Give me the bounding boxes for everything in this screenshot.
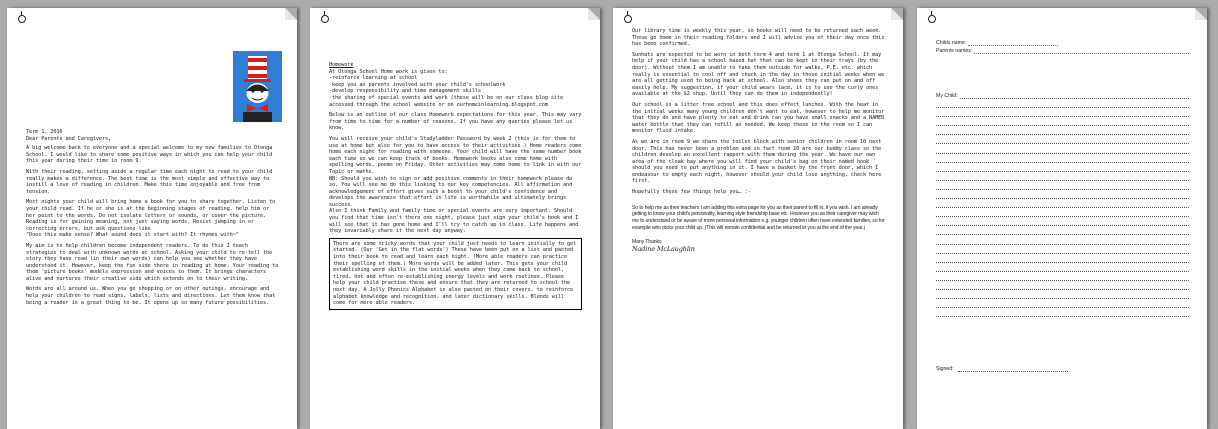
salutation: Dear Parents and Caregivers, <box>26 135 112 142</box>
document-page-4 <box>917 8 1207 429</box>
paragraph: My aim is to help children become independent readers. To do this I teach strategies to deal with unknown words at school. Asking your child to re-tell the story they have read (in their own words) can help you see whether they have understood it. However, keep the fun side there in reading at home. Your reading to them 'picture books' models expression and voices to them. It brings characters alive and nurtures their creative side which extends on to their writing. <box>26 242 279 282</box>
writing-line[interactable] <box>936 281 1189 290</box>
writing-line[interactable] <box>936 290 1189 299</box>
signed-label: Signed: <box>936 366 954 373</box>
push-pin-icon <box>321 15 329 23</box>
writing-line[interactable] <box>936 163 1189 172</box>
paragraph: Sunhats are expected to be worn in both term 4 and term 1 at Otonga School. It may help if your child has a school based hat that can be kept in their trays (by the door). Without them I am unable to take them outside for walks, P.E. etc. which really is essential to cool off and chuck in the day in those initial weeks when we are all getting used to being back at school. Also shoes they can put on and off easily help. My suggestion, if your child wears lace, it is to use the curly ones available at the $2 shop. Until they can do them in independently! <box>632 51 885 98</box>
push-pin-icon <box>18 15 26 23</box>
tricky-words-text: There are some tricky words that your child just needs to learn initially to get started. (Our 'Get in the flat words') These have been put on a list and pasted into their book to read and learn each night. (More able readers can practice their spelling of them.) More words will be added later. This gets your child establishing word skills in the initial weeks when they come back to school, tired, hot and often re-establishing energy levels and work routines. Please help your child practise these and ensure that they are returned to school the next day. A Jolly Phonics Alphabet is also pasted on their covers, to reinforce alphabet knowledge and recognition, and later dictionary skills. Blends will come for more able readers. <box>333 240 577 307</box>
homework-intro: At Otonga School Home work is given to: <box>329 68 448 75</box>
document-page-2 <box>310 8 600 429</box>
paragraph: So to help me as their teachers I am adding this extra page for you as their parent to fill in, if you wish. I am already getting to know your child's personality, learning style friendship base etc. However you as their caregiver may wish me to understand or be aware of more personal information e.g. younger children often have extended families, so for example who picks your child up. (This will remain confidential and be returned to you at the end of the year.) <box>632 204 885 232</box>
my-child-label: My Child: <box>936 93 958 99</box>
writing-line[interactable] <box>936 245 1189 254</box>
paragraph: Also I think Family and family time or special events are very important. Should you find that time isn't there one night, please just sign your child's book and I will see that it has gone home and I'll try to catch up in class. Life happens and they invariably share it the next day anyway. <box>329 208 579 235</box>
writing-line[interactable] <box>936 126 1189 135</box>
document-page-3 <box>613 8 903 429</box>
writing-line[interactable] <box>936 144 1189 153</box>
writing-line[interactable] <box>936 117 1189 126</box>
paragraph: As we are in room 9 we share the toilet block with senior children in room 10 next door. This has never been a problem and in fact room 10 are our buddy class so the children develop an excellent rapport with them during the year. We have our own area of the cloak bay where you will find your child's bag on their named hook should you need to put anything in it. I have a basket by the front door, which I endeavour to empty each night, however should your child lose anything, check here first. <box>632 138 882 185</box>
paragraph: NB: Should you wish to sign or add positive comments in their homework please do so. You will see me do this linking to our key competencies. All affirmation and acknowledgement of effort gives such a boost to your child's confidence and develops the awareness that effort in life is worthwhile and ultimately brings success. <box>329 175 573 208</box>
my-child-line[interactable] <box>960 92 1189 99</box>
childs-name-label: Childs name: <box>936 40 967 46</box>
bullet-item: -the sharing of special events and work (these will be on our class blog site accessed through the school website or on ourhomeinlearning.blogspot.com <box>329 94 564 108</box>
paragraph: You will receive your child's Studyladder Password by week 2 (this is for them to use at home but also for you to have access to their activities.) Home readers come home each night for reading with someone. Your child will have the same number book each time so we can keep track of books. Homework books also come home with spelling words, poems on Friday. Other activities may come home to link in with our Topic or maths. <box>329 135 582 175</box>
push-pin-icon <box>928 15 936 23</box>
quote: "Does this make sense? What sound does it start with? It rhymes with~" <box>26 232 239 239</box>
form-area <box>936 39 1189 372</box>
push-pin-icon <box>624 15 632 23</box>
childs-name-line[interactable] <box>968 39 1058 46</box>
term-date: Term 1, 2016 <box>26 129 63 135</box>
writing-line[interactable] <box>936 254 1189 263</box>
writing-line[interactable] <box>936 208 1189 217</box>
paragraph: Words are all around us. When you go shopping or on other outings, encourage and help your children to read signs, labels, lists and directions. Let them know that being a reader is a great thing to be. It opens up so many future possibilities. <box>26 286 276 306</box>
letter-text <box>26 129 279 310</box>
writing-line[interactable] <box>936 226 1189 235</box>
paragraph: Below is an outline of our class Homework expectations for this year. This may vary from time to time for a number of reasons. If you have any queries please let us know. <box>329 112 582 132</box>
writing-line[interactable] <box>936 190 1189 199</box>
writing-line[interactable] <box>936 272 1189 281</box>
writing-line[interactable] <box>936 108 1189 117</box>
closing: Many Thanks <box>632 238 662 245</box>
parents-names-label: Parents names: <box>936 48 973 54</box>
writing-line[interactable] <box>936 299 1189 308</box>
paragraph: Our school is a litter free school and this does effect lunches. With the heat in the initial weeks many young children don't want to eat, however to help me monitor that they do and have plenty to eat and drink can you have small snacks and a NAMED water bottle that they can refill as needed. We keep these in the room so I can monitor fluid intake. <box>632 101 885 135</box>
paragraph: Our library time is weekly this year, so books will need to be returned each week. These go home in their reading folders and I will advise you of their day once this has been confirmed. <box>632 28 885 48</box>
writing-line[interactable] <box>936 308 1189 317</box>
signed-line[interactable] <box>958 365 1068 372</box>
parents-names-line[interactable] <box>974 47 1189 54</box>
cat-in-the-hat-picture <box>233 51 282 122</box>
paragraph: With their reading, setting aside a regular time each night to read to your child really makes a difference. The best time is the most simple and effective way to instill a love of reading in children. Make this time enjoyable and free from tension. <box>26 168 273 195</box>
bullet-item: -develop responsibility and time management skills <box>329 88 481 95</box>
document-page-1 <box>7 8 297 429</box>
writing-line[interactable] <box>936 135 1189 144</box>
writing-line[interactable] <box>936 217 1189 226</box>
signature: Nadine McLaughlin <box>632 244 695 253</box>
writing-line[interactable] <box>936 263 1189 272</box>
writing-line[interactable] <box>936 154 1189 163</box>
bullet-item: -keep you as parents involved with your child's schoolwork <box>329 81 506 88</box>
writing-line[interactable] <box>936 99 1189 108</box>
tricky-words-box <box>329 238 582 310</box>
writing-line[interactable] <box>936 235 1189 244</box>
info-text <box>632 28 885 252</box>
homework-text <box>329 62 582 310</box>
paragraph: Hopefully these few things help you… :- <box>632 189 751 196</box>
bullet-item: -reinforce learning at school <box>329 75 418 82</box>
paragraph: A big welcome back to everyone and a special welcome to my new families to Otonga School. I would like to share some positive ways in which you can help your child this year during their time in room 9. <box>26 145 273 165</box>
writing-line[interactable] <box>936 181 1189 190</box>
writing-line[interactable] <box>936 199 1189 208</box>
writing-line[interactable] <box>936 172 1189 181</box>
homework-heading: Homework <box>329 62 354 68</box>
writing-lines[interactable] <box>936 99 1189 317</box>
paragraph: Most nights your child will bring home a book for you to share together. Listen to your child read. If he or she is at the beginning stages of reading, help him or her point to the words. Do not isolate letters or sounds, or cover the picture. Reading is for gaining meaning, not just saying words. Resist jumping in or correcting errors, but ask questions like <box>26 199 276 232</box>
